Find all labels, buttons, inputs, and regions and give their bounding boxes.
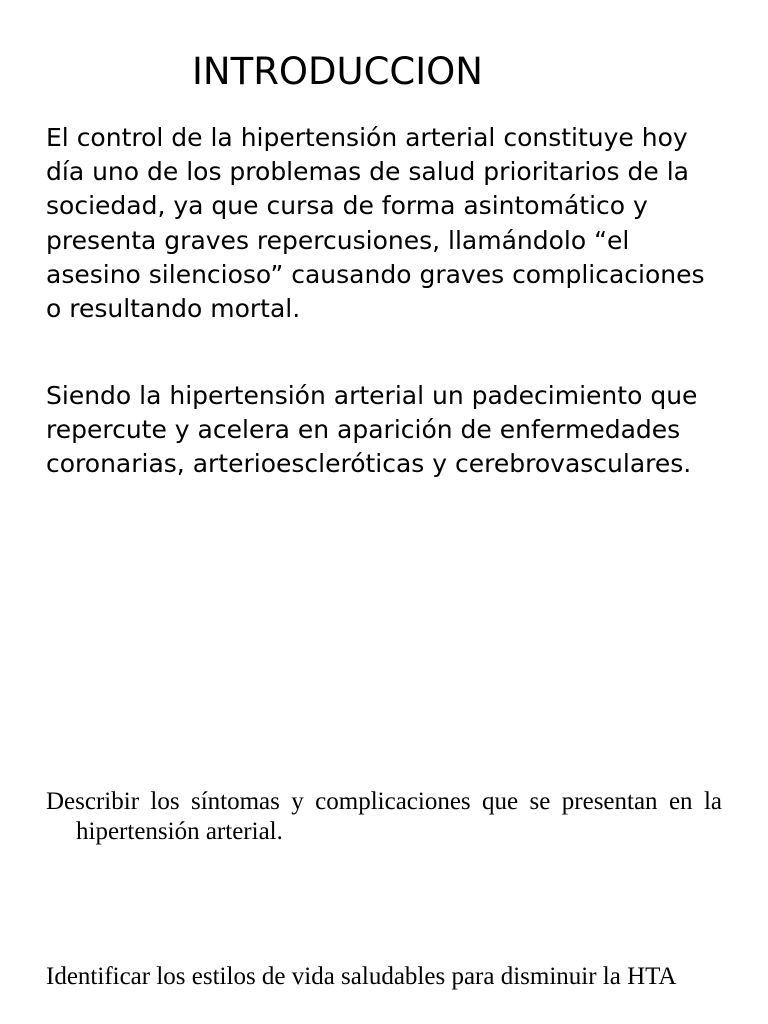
objective-1: Describir los síntomas y complicaciones que se presentan en la hipertensión arterial.	[46, 788, 722, 845]
slide-title: INTRODUCCION	[192, 50, 483, 93]
objective-2: Identificar los estilos de vida saludables para disminuir la HTA	[46, 963, 677, 990]
intro-paragraph-2: Siendo la hipertensión arterial un padecimiento que repercute y acelera en aparición de enfermedades coronarias, arterioescleróticas y cerebrovasculares.	[46, 381, 698, 479]
intro-paragraph-1: El control de la hipertensión arterial constituye hoy día uno de los problemas de salud prioritarios de la sociedad, ya que cursa de forma asintomático y presenta graves repercusiones, llamándolo “el asesino silencioso” causando graves complicaciones o resultando mortal.	[46, 123, 705, 324]
